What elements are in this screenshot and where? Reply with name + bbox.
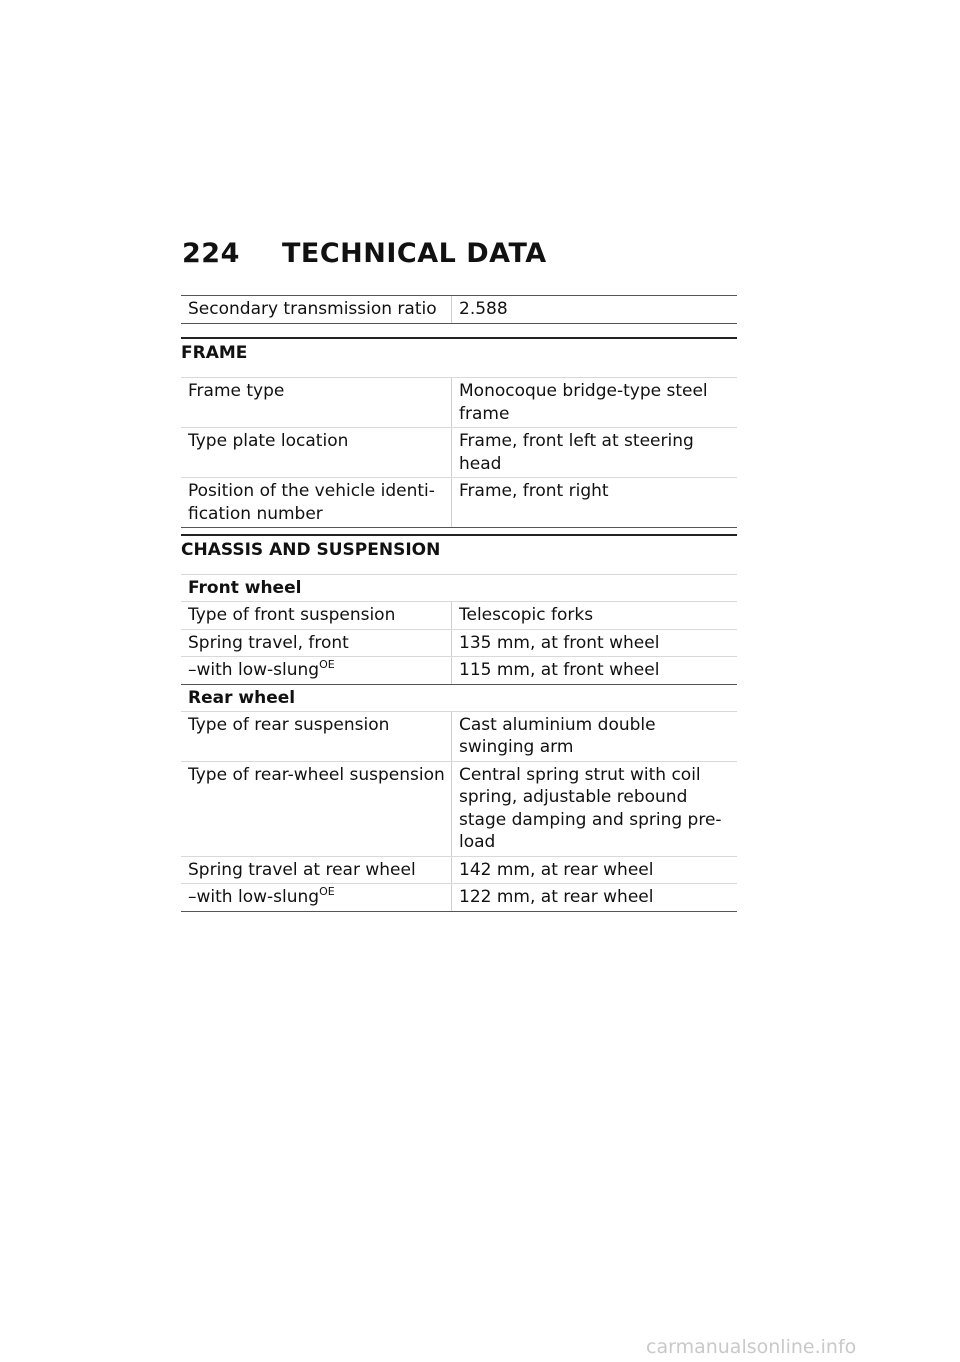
section-title-chassis: CHASSIS AND SUSPENSION bbox=[181, 534, 737, 568]
chassis-table bbox=[181, 574, 737, 912]
subheading-rear-wheel: Rear wheel bbox=[181, 685, 737, 712]
table-row bbox=[181, 630, 737, 658]
row-value: Cast aluminium double swinging arm bbox=[459, 714, 656, 757]
row-value: Monocoque bridge-type steel frame bbox=[459, 381, 708, 424]
row-value: Telescopic forks bbox=[459, 605, 594, 625]
row-label: Frame type bbox=[181, 378, 452, 427]
row-value: 122 mm, at rear wheel bbox=[459, 887, 654, 907]
row-label-text: –with low-slung bbox=[188, 660, 320, 680]
transmission-table bbox=[181, 295, 737, 324]
table-row bbox=[181, 378, 737, 428]
row-value: Frame, front right bbox=[459, 481, 609, 501]
page-header bbox=[182, 238, 547, 269]
oe-superscript: OE bbox=[319, 658, 335, 671]
row-label bbox=[181, 884, 452, 911]
table-row bbox=[181, 602, 737, 630]
row-label bbox=[181, 657, 452, 684]
row-label: Type of rear-wheel suspension bbox=[181, 762, 452, 856]
row-label: Type plate location bbox=[181, 428, 452, 477]
section-title-frame: FRAME bbox=[181, 337, 737, 371]
table-row bbox=[181, 657, 737, 685]
row-label: Secondary transmission ratio bbox=[181, 296, 452, 323]
table-row bbox=[181, 884, 737, 912]
table-row bbox=[181, 762, 737, 857]
row-label: Type of front suspension bbox=[181, 602, 452, 629]
table-row bbox=[181, 428, 737, 478]
row-label-text: –with low-slung bbox=[188, 887, 320, 907]
row-label: Spring travel, front bbox=[181, 630, 452, 657]
row-label: Type of rear suspension bbox=[181, 712, 452, 761]
row-value: 2.588 bbox=[459, 299, 508, 319]
row-value: Frame, front left at steering head bbox=[459, 431, 694, 474]
row-label: Position of the vehicle identi-fication number bbox=[181, 478, 452, 527]
row-value: 142 mm, at rear wheel bbox=[459, 859, 654, 880]
watermark: carmanualsonline.info bbox=[646, 1336, 857, 1358]
row-value: 135 mm, at front wheel bbox=[459, 632, 660, 653]
row-value: 115 mm, at front wheel bbox=[459, 660, 660, 680]
table-row bbox=[181, 857, 737, 885]
frame-section bbox=[181, 337, 737, 528]
table-row bbox=[181, 296, 737, 324]
table-row bbox=[181, 712, 737, 762]
row-value: Central spring strut with coil spring, adjustable rebound stage damping and spring pre-load bbox=[459, 764, 722, 852]
row-label: Spring travel at rear wheel bbox=[181, 857, 452, 884]
page-title: TECHNICAL DATA bbox=[282, 238, 547, 269]
chassis-section bbox=[181, 534, 737, 912]
frame-table bbox=[181, 377, 737, 528]
subheading-front-wheel: Front wheel bbox=[181, 575, 737, 602]
page-number: 224 bbox=[182, 238, 240, 269]
table-row bbox=[181, 478, 737, 528]
oe-superscript: OE bbox=[319, 885, 335, 898]
